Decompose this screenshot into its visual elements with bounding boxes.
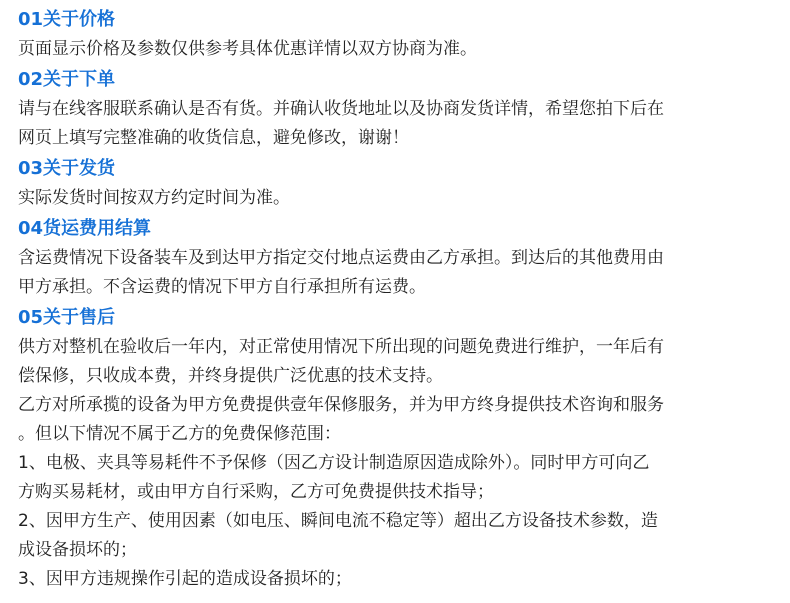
section-text-line: 乙方对所承揽的设备为甲方免费提供壹年保修服务，并为甲方终身提供技术咨询和服务 (18, 395, 664, 415)
section-text-line: 甲方承担。不含运费的情况下甲方自行承担所有运费。 (18, 277, 426, 297)
section-text-line: 成设备损坏的； (18, 540, 137, 560)
section-heading-freight: 04货运费用结算 (18, 218, 152, 239)
section-heading-order: 02关于下单 (18, 69, 116, 90)
section-text-line: 含运费情况下设备装车及到达甲方指定交付地点运费由乙方承担。到达后的其他费用由 (18, 248, 664, 268)
section-order (18, 64, 778, 153)
section-text-line: 偿保修，只收成本费，并终身提供广泛优惠的技术支持。 (18, 366, 443, 386)
section-price (18, 4, 778, 64)
section-text-line: 1、电极、夹具等易耗件不予保修（因乙方设计制造原因造成除外）。同时甲方可向乙 (18, 453, 650, 473)
section-text-line: 页面显示价格及参数仅供参考具体优惠详情以双方协商为准。 (18, 39, 477, 59)
section-text-line: 。但以下情况不属于乙方的免费保修范围： (18, 424, 341, 444)
section-text-line: 实际发货时间按双方约定时间为准。 (18, 188, 290, 208)
section-freight (18, 213, 778, 302)
section-heading-shipping: 03关于发货 (18, 158, 116, 179)
section-text-line: 网页上填写完整准确的收货信息，避免修改，谢谢！ (18, 128, 409, 148)
section-heading-price: 01关于价格 (18, 9, 116, 30)
section-shipping (18, 153, 778, 213)
section-text-line: 供方对整机在验收后一年内，对正常使用情况下所出现的问题免费进行维护，一年后有 (18, 337, 664, 357)
section-text-line: 方购买易耗材，或由甲方自行采购，乙方可免费提供技术指导； (18, 482, 494, 502)
section-text-line: 请与在线客服联系确认是否有货。并确认收货地址以及协商发货详情，希望您拍下后在 (18, 99, 664, 119)
section-heading-after-sales: 05关于售后 (18, 307, 116, 328)
section-text-line: 3、因甲方违规操作引起的造成设备损坏的； (18, 569, 352, 589)
section-text-line: 2、因甲方生产、使用因素（如电压、瞬间电流不稳定等）超出乙方设备技术参数，造 (18, 511, 658, 531)
section-after-sales (18, 302, 778, 594)
